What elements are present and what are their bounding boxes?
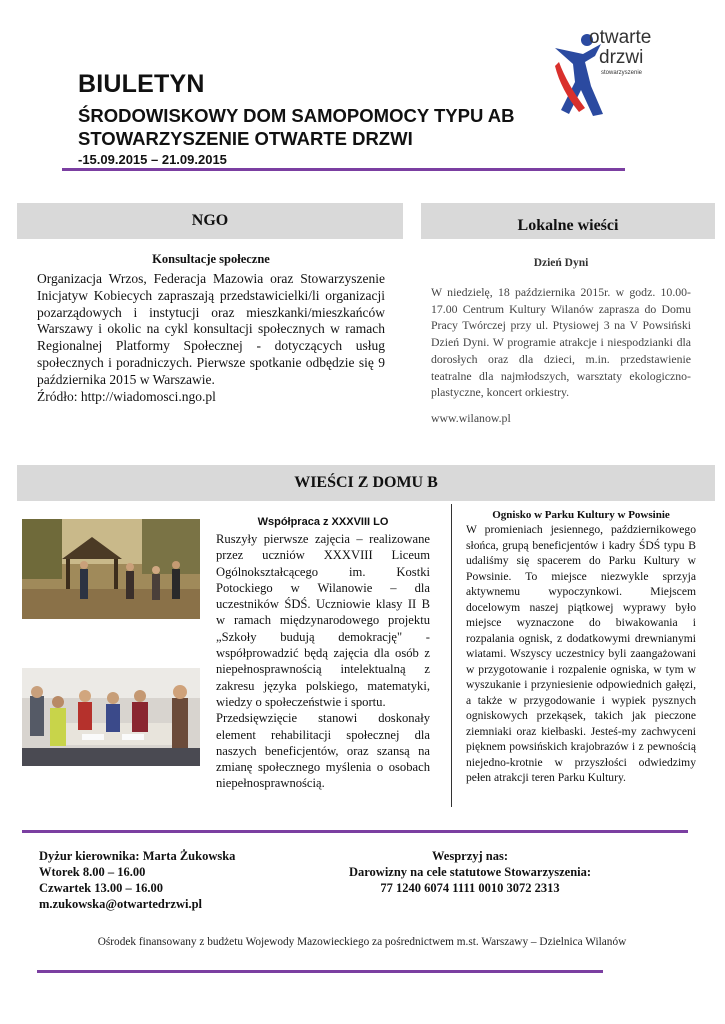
footer-duty-email[interactable]: m.zukowska@otwartedrzwi.pl	[39, 897, 203, 911]
footer-duty-line-2: Wtorek 8.00 – 16.00	[39, 865, 146, 879]
local-section-label: Lokalne wieści	[517, 217, 619, 234]
footer-funding: Ośrodek finansowany z budżetu Wojewody Mazowieckiego za pośrednictwem m.st. Warszawy – Dzielnica Wilanów	[97, 936, 627, 948]
local-article-link[interactable]: www.wilanow.pl	[431, 410, 511, 425]
column-divider	[451, 504, 452, 807]
ngo-article-source: Źródło: http://wiadomosci.ngo.pl	[37, 388, 216, 404]
footer-support-line: Darowizny na cele statutowe Stowarzyszenia:	[348, 865, 592, 879]
home-article1-body1: Ruszyły pierwsze zajęcia – realizowane przez uczniów XXXVIII Liceum Ogólnokształcącego im. Kostki Potockiego w Wilanowie – dla uczestników ŚDŚ. Uczniowie klasy II B w ramach międzynarodowego projektu „Szkoły budują demokrację" - współprowadzić będą zajęcia dla osób z niepełnosprawnością intelektualną z zakresu języka polskiego, matematyki, wiedzy o społeczeństwie i sportu.	[216, 532, 430, 709]
footer-duty	[39, 848, 339, 912]
home-article1-body2: Przedsięwzięcie stanowi doskonały element rehabilitacji społecznej dla naszych beneficjentów, oraz szansą na zmianę społecznego myślenia o osobach niepełnosprawnością.	[216, 711, 430, 791]
home-article1-title: Współpraca z XXXVIII LO	[257, 516, 389, 528]
photo-classroom-icon	[22, 668, 200, 766]
header-rule	[62, 168, 625, 171]
logo-line-2: drzwi	[599, 47, 644, 68]
page-title: BIULETYN	[78, 70, 205, 98]
photo-classroom	[22, 668, 200, 766]
logo	[545, 26, 685, 126]
local-section-bar	[421, 203, 715, 239]
local-article-title: Dzień Dyni	[533, 257, 589, 269]
home-article2-body: W promieniach jesiennego, październikowego słońca, grupą beneficjentów i kadry ŚDŚ typu B udaliśmy się spacerem do Parku Kultury w Powsinie. To miejsce niezwykle sprzyja aktywnemu wypoczynkowi. Miejscem docelowym naszej piątkowej wyprawy było miejsce wyznaczone do biwakowania i rozpalania ognisk, z dodatkowymi drewnianymi wiatami. Wszyscy uczestnicy byli zaangażowani w przygotowanie i rozpalenie ogniska, w tym w wyszukanie i przyniesienie odpowiednich gałęzi, a także w przygodowanie i wypiek pysznych ogniskowych przekąsek, takich jak pieczone ziemniaki oraz kiełbaski. Jesteś-my zachwyceni pięknem powsińskich krajobrazów i z pewnością niejedno-krotnie w przyszłości odwiedzimy pełen atrakcji teren Parku Kultury.	[466, 523, 696, 784]
photo-campfire-icon	[22, 519, 200, 619]
footer-support-title: Wesprzyj nas:	[431, 849, 509, 863]
logo-line-3: stowarzyszenie	[601, 70, 643, 76]
page-subtitle-1: ŚRODOWISKOWY DOM SAMOPOMOCY TYPU AB	[78, 105, 515, 126]
footer-duty-line-1: Dyżur kierownika: Marta Żukowska	[39, 849, 236, 863]
ngo-section-bar	[17, 203, 403, 239]
home-section-label: WIEŚCI Z DOMU B	[294, 474, 438, 491]
footer-support	[320, 848, 620, 896]
ngo-article	[37, 271, 385, 405]
ngo-section-label: NGO	[191, 212, 229, 229]
local-article-body: W niedzielę, 18 października 2015r. w godz. 10.00-17.00 Centrum Kultury Wilanów zaprasza do Domu Pracy Twórczej przy ul. Ptysiowej 3 na V Powsiński Dzień Dyni. W programie atrakcje i niespodzianki dla dorosłych oraz dla dzieci, m.in. przedstawienie teatralne dla najmłodszych, warsztaty ekologiczno-plastyczne, koncert orkiestry.	[431, 285, 691, 400]
photo-campfire	[22, 519, 200, 619]
ngo-article-body: Organizacja Wrzos, Federacja Mazowia oraz Stowarzyszenie Inicjatyw Kobiecych zapraszają przedstawicielki/li organizacji pozarządowych i instytucji oraz mieszkanki/mieszkańców Warszawy i okolic na cykl konsultacji społecznych w ramach Regionalnej Platformy Społecznej - dotyczących usług społecznych i poradniczych. Pierwsze spotkanie odbędzie się 9 października 2015 w Warszawie.	[37, 271, 385, 387]
local-article	[431, 284, 691, 427]
home-article2	[466, 522, 696, 786]
page-dates: -15.09.2015 – 21.09.2015	[78, 152, 227, 167]
footer-account: 77 1240 6074 1111 0010 3072 2313	[380, 881, 560, 895]
ngo-article-title: Konsultacje społeczne	[152, 252, 270, 266]
page-subtitle-2: STOWARZYSZENIE OTWARTE DRZWI	[78, 128, 413, 149]
footer-rule-bottom	[37, 970, 603, 973]
footer-rule-top	[22, 830, 688, 833]
logo-line-1: otwarte	[589, 27, 652, 48]
home-article1	[216, 531, 430, 792]
home-section-bar	[17, 465, 715, 501]
footer-duty-line-3: Czwartek 13.00 – 16.00	[39, 881, 163, 895]
home-article2-title: Ognisko w Parku Kultury w Powsinie	[492, 509, 670, 521]
